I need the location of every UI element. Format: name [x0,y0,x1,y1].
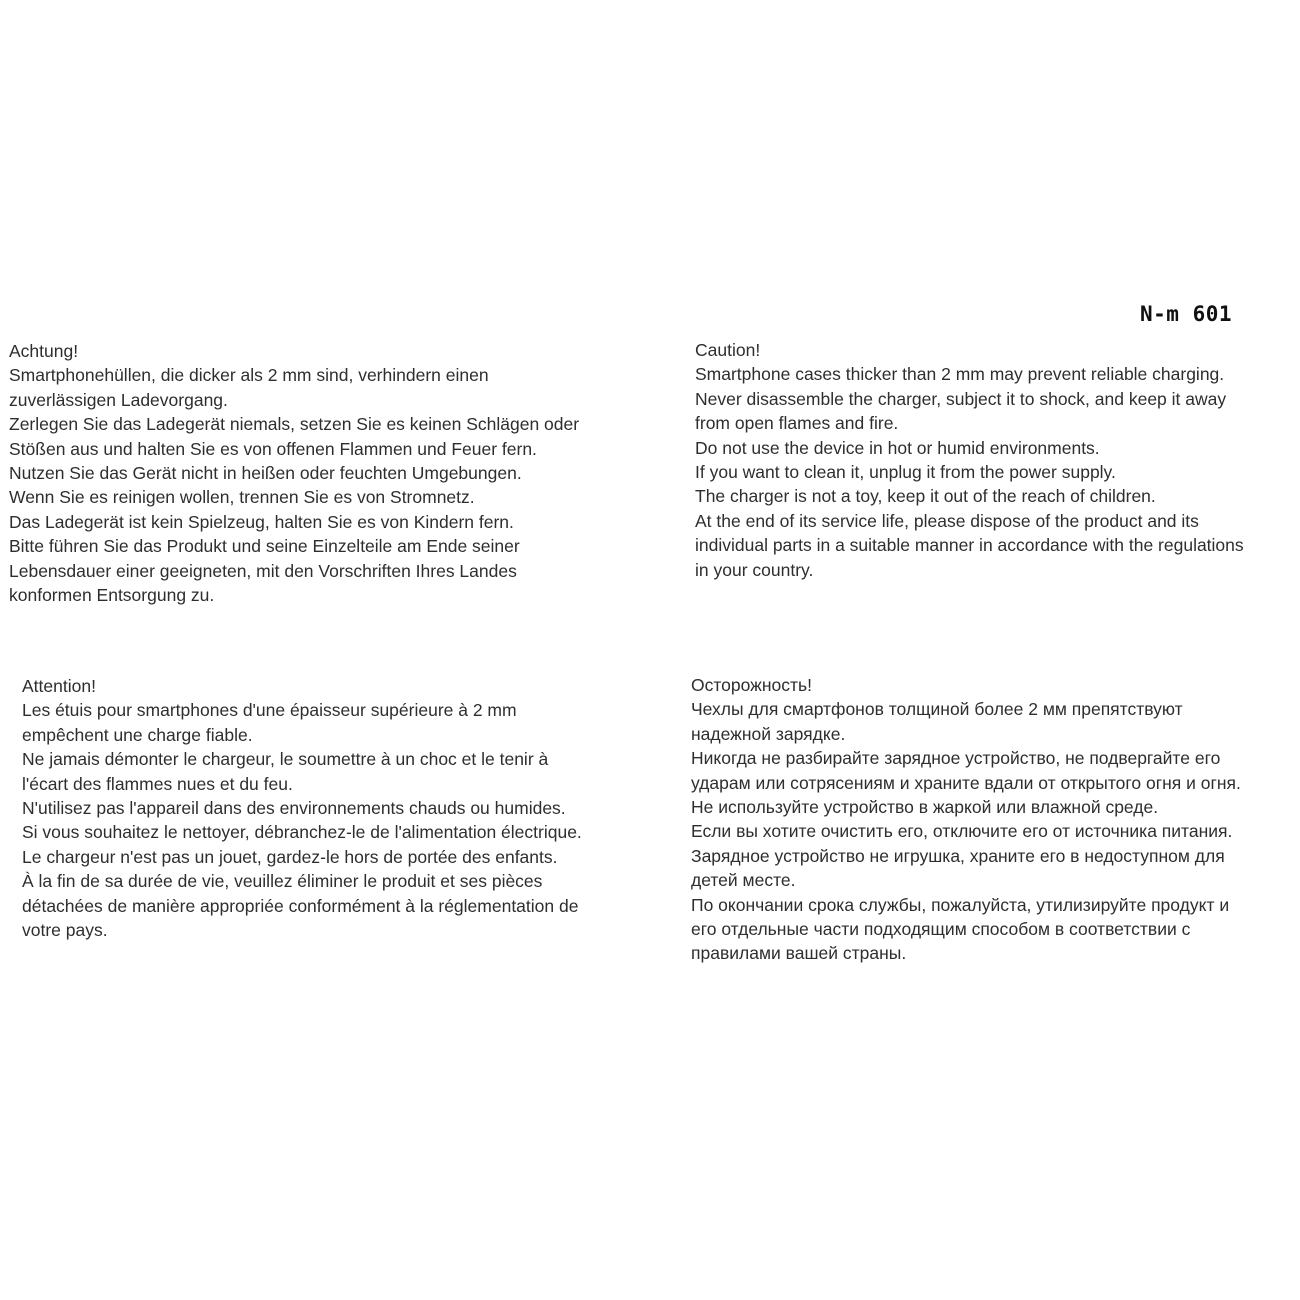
warning-line: его отдельные части подходящим способом в соответствии с [691,919,1191,940]
warning-line: Nutzen Sie das Gerät nicht in heißen oder feuchten Umgebungen. [9,463,522,484]
warning-line: Zerlegen Sie das Ladegerät niemals, setzen Sie es keinen Schlägen oder [9,414,580,435]
warning-line: Ne jamais démonter le chargeur, le soumettre à un choc et le tenir à [22,749,549,770]
warning-line: Never disassemble the charger, subject it to shock, and keep it away [695,388,1227,409]
warning-line: Si vous souhaitez le nettoyer, débranchez-le de l'alimentation électrique. [22,822,582,843]
warning-line: Les étuis pour smartphones d'une épaisseur supérieure à 2 mm [22,700,517,721]
warning-line: Не используйте устройство в жаркой или влажной среде. [691,797,1159,818]
warning-heading-russian: Осторожность! [691,675,813,695]
warning-line: ударам или сотрясениям и храните вдали от открытого огня и огня. [691,772,1241,793]
warning-line: votre pays. [22,920,108,941]
warning-line: empêchent une charge fiable. [22,724,253,745]
warning-line: Smartphone cases thicker than 2 mm may prevent reliable charging. [695,364,1225,385]
warning-line: N'utilisez pas l'appareil dans des environnements chauds ou humides. [22,798,566,819]
warning-line: At the end of its service life, please dispose of the product and its [695,510,1199,531]
warning-block-german [9,339,579,607]
warning-line: Bitte führen Sie das Produkt und seine Einzelteile am Ende seiner [9,536,520,557]
warning-line: détachées de manière appropriée conformément à la réglementation de [22,895,579,916]
warning-line: The charger is not a toy, keep it out of the reach of children. [695,486,1156,507]
warning-heading-english: Caution! [695,340,761,360]
warning-line: konformen Entsorgung zu. [9,585,215,606]
warning-line: Чехлы для смартфонов толщиной более 2 мм препятствуют [691,699,1183,720]
warning-line: l'écart des flammes nues et du feu. [22,773,293,794]
warning-line: Wenn Sie es reinigen wollen, trennen Sie es von Stromnetz. [9,487,475,508]
warning-line: Stößen aus und halten Sie es von offenen Flammen und Feuer fern. [9,438,537,459]
warning-block-english [695,338,1244,582]
warning-line: Smartphonehüllen, die dicker als 2 mm sind, verhindern einen [9,365,489,386]
warning-block-french [22,674,582,942]
warning-line: Le chargeur n'est pas un jouet, gardez-le hors de portée des enfants. [22,846,558,867]
warning-line: À la fin de sa durée de vie, veuillez éliminer le produit et ses pièces [22,871,543,892]
model-code: N-m 601 [1140,302,1233,326]
warning-line: If you want to clean it, unplug it from the power supply. [695,462,1116,483]
warning-line: правилами вашей страны. [691,943,907,964]
warning-line: Lebensdauer einer geeigneten, mit den Vorschriften Ihres Landes [9,560,517,581]
warning-line: детей месте. [691,870,796,891]
warning-heading-french: Attention! [22,676,96,696]
warning-line: individual parts in a suitable manner in accordance with the regulations [695,535,1244,556]
warning-heading-german: Achtung! [9,341,79,361]
warning-line: надежной зарядке. [691,723,846,744]
warning-line: По окончании срока службы, пожалуйста, утилизируйте продукт и [691,894,1230,915]
warning-line: Do not use the device in hot or humid environments. [695,437,1100,458]
warning-line: from open flames and fire. [695,413,899,434]
warning-line: in your country. [695,559,814,580]
warning-block-russian [691,673,1241,966]
warning-line: Никогда не разбирайте зарядное устройство, не подвергайте его [691,748,1221,769]
warning-line: Если вы хотите очистить его, отключите его от источника питания. [691,821,1233,842]
warning-line: zuverlässigen Ladevorgang. [9,389,228,410]
warning-line: Das Ladegerät ist kein Spielzeug, halten Sie es von Kindern fern. [9,511,514,532]
warning-line: Зарядное устройство не игрушка, храните его в недоступном для [691,845,1225,866]
